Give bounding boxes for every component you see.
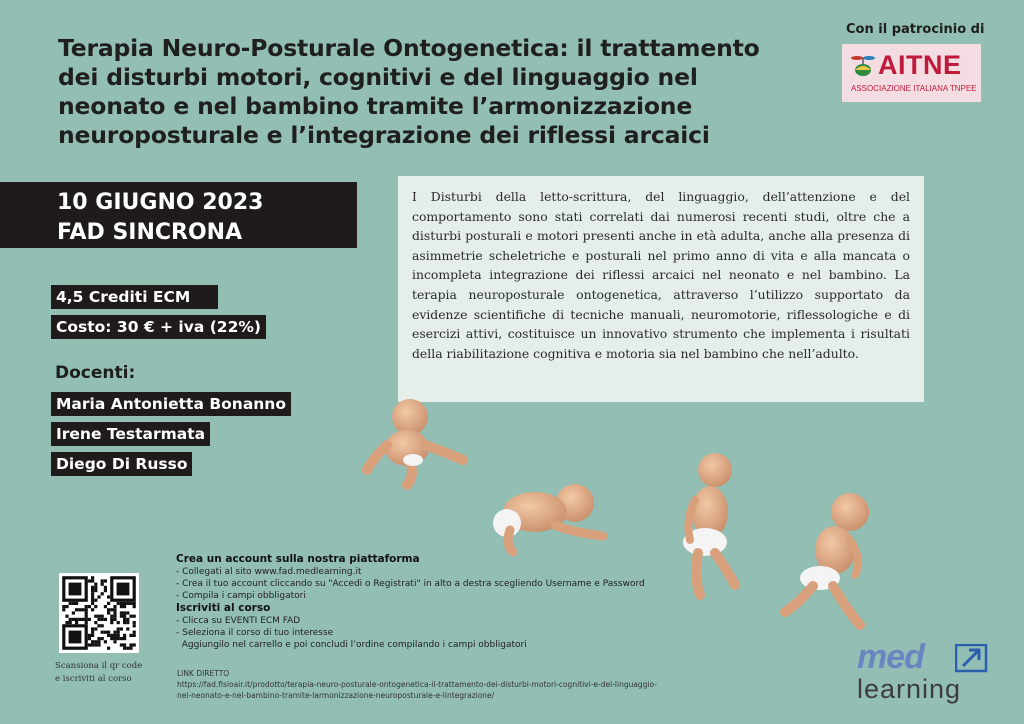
patronage-label: Con il patrocinio di xyxy=(846,22,985,37)
credits-badge: 4,5 Crediti ECM xyxy=(51,285,218,309)
description-text: I Disturbi della letto-scrittura, del linguaggio, dell’attenzione e del comportamento sono stati correlati dai numerosi recenti studi, oltre che a disturbi posturali e motori presenti anche in età adulta, anche alla presenza di asimmetrie scheletriche e posturali nel primo anno di vita e alla mancata o incompleta integrazione dei riflessi arcaici nel neonato e nel bambino. La terapia neuroposturale ontogenetica, attraverso l’utilizzo supportato da evidenze scientifiche di tecniche manuali, neuromotorie, riflessologiche e di esercizi attivi, costituisce un innovativo strumento che implementa i risultati della riabilitazione cognitiva e motoria sia nel bambino che nell’adulto. xyxy=(412,189,910,361)
teachers-heading: Docenti: xyxy=(55,363,136,383)
page-title xyxy=(58,34,798,150)
baby-4 xyxy=(785,493,869,625)
account-step: - Compila i campi obbligatori xyxy=(176,591,306,601)
baby-1 xyxy=(367,399,463,485)
medlearning-logo-bottom: learning xyxy=(857,674,962,704)
aitne-logo-name: AITNE xyxy=(878,50,962,80)
account-heading: Crea un account sulla nostra piattaforma xyxy=(176,553,420,565)
qr-code[interactable] xyxy=(59,573,139,653)
qr-caption-line: e iscriviti al corso xyxy=(55,674,132,684)
title-line: neuroposturale e l’integrazione dei riflessi arcaici xyxy=(58,121,710,149)
direct-link-block[interactable] xyxy=(177,668,707,701)
enroll-heading: Iscriviti al corso xyxy=(176,602,271,614)
account-step: - Crea il tuo account cliccando su "Accedi o Registrati" in alto a destra scegliendo Username e Password xyxy=(176,579,645,589)
teacher-name: Maria Antonietta Bonanno xyxy=(51,392,291,416)
teacher-name: Diego Di Russo xyxy=(51,452,192,476)
direct-link-url[interactable]: nel-neonato-e-nel-bambino-tramite-larmonizzazione-neuroposturale-e-lintegrazione/ xyxy=(177,691,495,700)
propeller-beanie-icon xyxy=(850,53,876,77)
baby-2 xyxy=(493,484,603,552)
teacher-name: Irene Testarmata xyxy=(51,422,210,446)
event-date-box xyxy=(0,182,357,248)
aitne-logo[interactable] xyxy=(842,44,981,102)
title-line: Terapia Neuro-Posturale Ontogenetica: il trattamento xyxy=(58,34,760,62)
aitne-logo-subtitle: ASSOCIAZIONE ITALIANA TNPEE xyxy=(851,84,977,93)
enroll-step: - Seleziona il corso di tuo interesse xyxy=(176,628,334,638)
arrow-icon xyxy=(955,644,989,674)
description-box xyxy=(398,176,924,402)
account-step: - Collegati al sito www.fad.medlearning.it xyxy=(176,567,362,577)
direct-link-label: LINK DIRETTO xyxy=(177,669,230,678)
qr-caption xyxy=(55,660,165,686)
enroll-step: Aggiungilo nel carrello e poi concludi l’ordine compilando i campi obbligatori xyxy=(176,640,527,650)
direct-link-url[interactable]: https://fad.fisioair.it/prodotto/terapia-neuro-posturale-ontogenetica-il-trattamento-dei-disturbi-motori-cognitivi-e-del-linguaggio- xyxy=(177,680,657,689)
title-line: dei disturbi motori, cognitivi e del linguaggio nel xyxy=(58,63,698,91)
cost-badge: Costo: 30 € + iva (22%) xyxy=(51,315,266,339)
qr-caption-line: Scansiona il qr code xyxy=(55,661,143,671)
event-date: 10 GIUGNO 2023 xyxy=(57,190,264,215)
medlearning-logo[interactable] xyxy=(857,638,997,708)
instructions-block xyxy=(176,553,736,651)
enroll-step: - Clicca su EVENTI ECM FAD xyxy=(176,616,301,626)
event-mode: FAD SINCRONA xyxy=(57,220,243,245)
title-line: neonato e nel bambino tramite l’armonizzazione xyxy=(58,92,693,120)
medlearning-logo-top: med xyxy=(857,638,924,676)
